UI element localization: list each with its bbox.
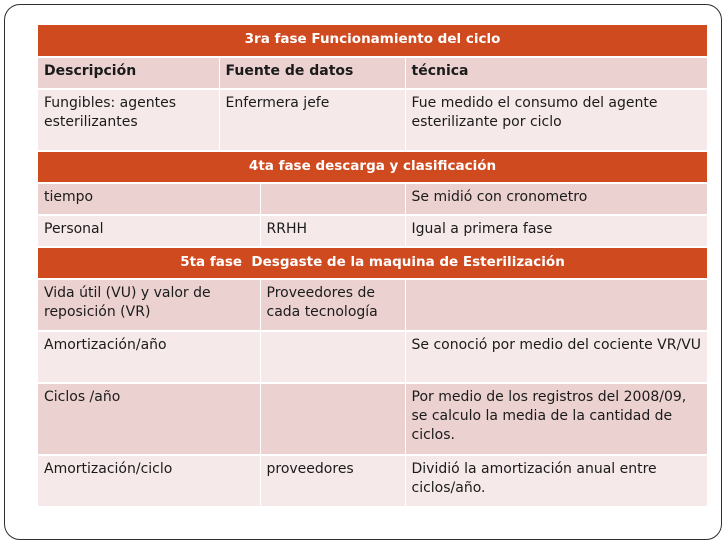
cell — [405, 279, 707, 331]
phase3-title-row — [38, 25, 707, 57]
header-row — [38, 57, 707, 89]
cell: Fungibles: agentes esterilizantes — [38, 89, 219, 151]
cell: Se conoció por medio del cociente VR/VU — [405, 331, 707, 383]
cell: Igual a primera fase — [405, 215, 707, 247]
cell — [260, 383, 405, 455]
header-tecnica: técnica — [405, 57, 707, 89]
cell: Proveedores de cada tecnología — [260, 279, 405, 331]
cell: Por medio de los registros del 2008/09, se calculo la media de la cantidad de ciclos. — [405, 383, 707, 455]
cell: tiempo — [38, 183, 260, 215]
cell: RRHH — [260, 215, 405, 247]
table-row — [38, 455, 707, 507]
phase3-title: 3ra fase Funcionamiento del ciclo — [38, 25, 707, 57]
phase4-title: 4ta fase descarga y clasificación — [38, 151, 707, 183]
cell: Personal — [38, 215, 260, 247]
cell: Amortización/año — [38, 331, 260, 383]
table-row — [38, 383, 707, 455]
cell: Fue medido el consumo del agente esterilizante por ciclo — [405, 89, 707, 151]
table-row — [38, 331, 707, 383]
table-row — [38, 215, 707, 247]
cell: Se midió con cronometro — [405, 183, 707, 215]
cell: Enfermera jefe — [219, 89, 405, 151]
header-fuente: Fuente de datos — [219, 57, 405, 89]
cell — [260, 331, 405, 383]
header-descripcion: Descripción — [38, 57, 219, 89]
table-row — [38, 183, 707, 215]
cell: Vida útil (VU) y valor de reposición (VR) — [38, 279, 260, 331]
cell: Amortización/ciclo — [38, 455, 260, 507]
table-row — [38, 279, 707, 331]
cell — [260, 183, 405, 215]
cell: Ciclos /año — [38, 383, 260, 455]
phase5-title: 5ta fase Desgaste de la maquina de Esterilización — [38, 247, 707, 279]
cell: proveedores — [260, 455, 405, 507]
data-table — [38, 25, 707, 508]
table-row — [38, 89, 707, 151]
cell: Dividió la amortización anual entre ciclos/año. — [405, 455, 707, 507]
phase5-title-row — [38, 247, 707, 279]
phase4-title-row — [38, 151, 707, 183]
